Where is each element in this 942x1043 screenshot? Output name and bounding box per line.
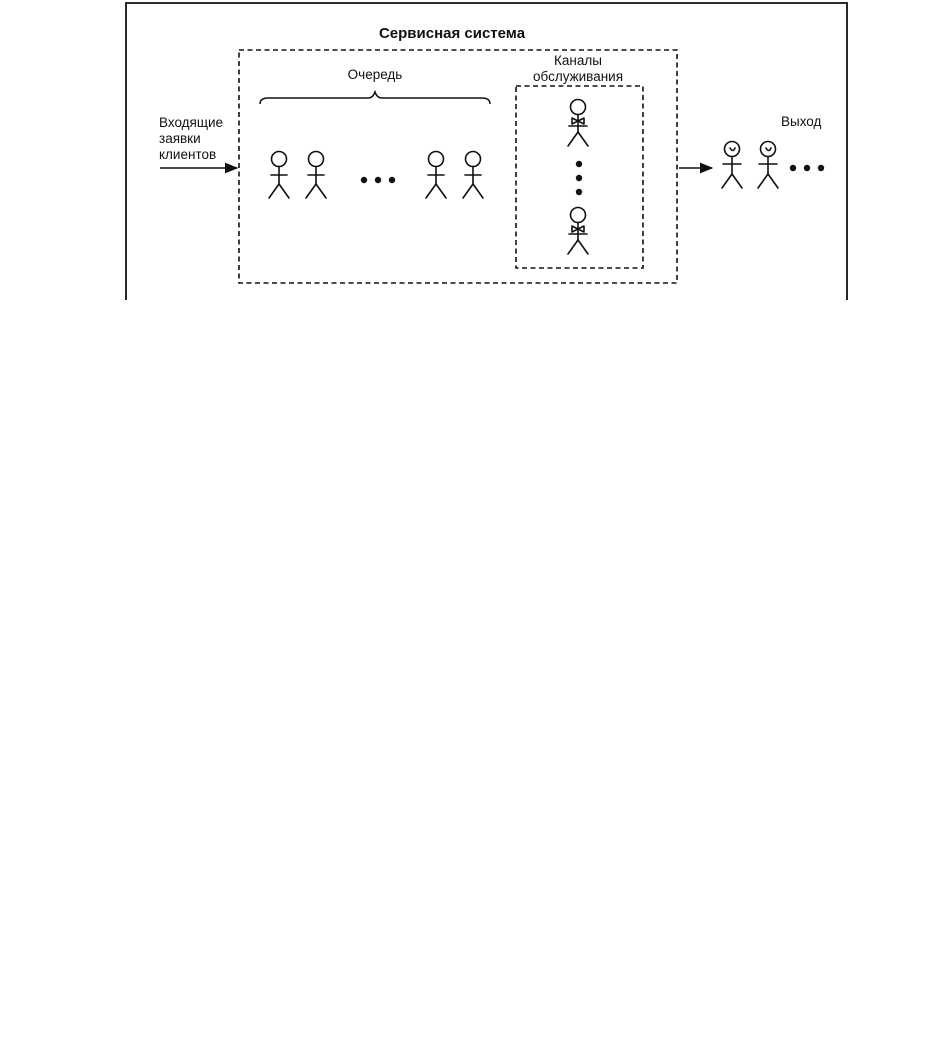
diagram-title: Сервисная система <box>378 25 526 42</box>
channels-label-line1: Каналы <box>554 53 602 68</box>
service-system-box <box>239 50 677 283</box>
server-2 <box>568 208 588 255</box>
queue-ellipsis <box>361 177 395 183</box>
output-label: Выход <box>781 114 822 129</box>
channels-ellipsis <box>576 161 582 195</box>
queue-customer-3 <box>426 152 446 199</box>
output-ellipsis <box>790 165 824 171</box>
leaving-customer-2 <box>758 142 778 189</box>
input-label-line2: заявки <box>159 131 201 146</box>
server-1 <box>568 100 588 147</box>
queue-customer-1 <box>269 152 289 199</box>
queue-customer-4 <box>463 152 483 199</box>
input-label-line1: Входящие <box>159 115 224 130</box>
input-label-line3: клиентов <box>159 147 217 162</box>
leaving-customer-1 <box>722 142 742 189</box>
queue-brace <box>260 92 490 104</box>
queue-label: Очередь <box>347 67 403 82</box>
channels-label-line2: обслуживания <box>532 69 624 84</box>
queue-customer-2 <box>306 152 326 199</box>
